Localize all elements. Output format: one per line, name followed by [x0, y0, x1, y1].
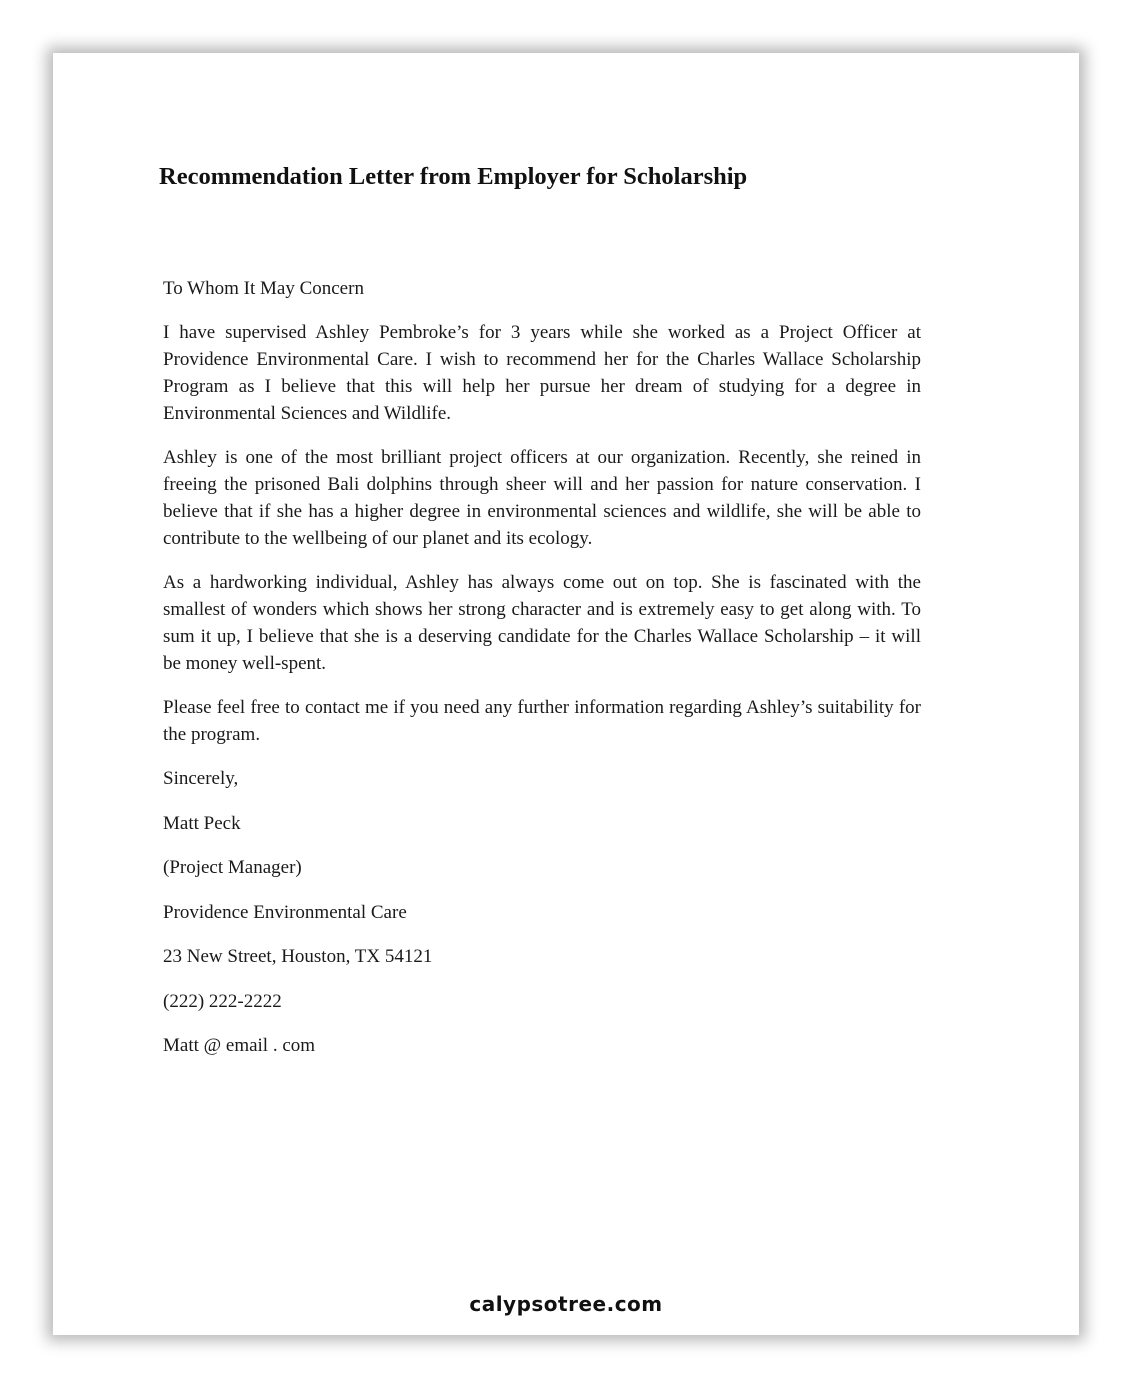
greeting: To Whom It May Concern: [163, 278, 364, 299]
signer-name: Matt Peck: [163, 812, 241, 834]
signer-phone: (222) 222-2222: [163, 990, 282, 1012]
signer-company: Providence Environmental Care: [163, 901, 407, 923]
signer-address: 23 New Street, Houston, TX 54121: [163, 946, 433, 967]
signer-position: (Project Manager): [163, 857, 302, 878]
letter-body: [163, 275, 921, 1077]
letter-page: [53, 53, 1079, 1335]
letter-title: Recommendation Letter from Employer for Scholarship: [159, 163, 748, 190]
body-paragraph-3: As a hardworking individual, Ashley has always come out on top. She is fascinated with the smallest of wonders which shows her strong character and is extremely easy to get along with. To sum it up, I believe that she is a deserving candidate for the Charles Wallace Scholarship – it will be money well-spent.: [163, 572, 921, 674]
body-paragraph-2: Ashley is one of the most brilliant project officers at our organization. Recently, she reined in freeing the prisoned Bali dolphins through sheer will and her passion for nature conservation. I believe that if she has a higher degree in environmental sciences and wildlife, she will be able to contribute to the wellbeing of our planet and its ecology.: [163, 447, 921, 549]
closing: Sincerely,: [163, 768, 239, 789]
body-paragraph-4: Please feel free to contact me if you need any further information regarding Ashley’s suitability for the program.: [163, 697, 921, 745]
signer-email: Matt @ email . com: [163, 1035, 316, 1056]
body-paragraph-1: I have supervised Ashley Pembroke’s for 3 years while she worked as a Project Officer at Providence Environmental Care. I wish to recommend her for the Charles Wallace Scholarship Program as I believe that this will help her pursue her dream of studying for a degree in Environmental Sciences and Wildlife.: [163, 322, 921, 424]
site-watermark: calypsotree.com: [469, 1292, 663, 1316]
